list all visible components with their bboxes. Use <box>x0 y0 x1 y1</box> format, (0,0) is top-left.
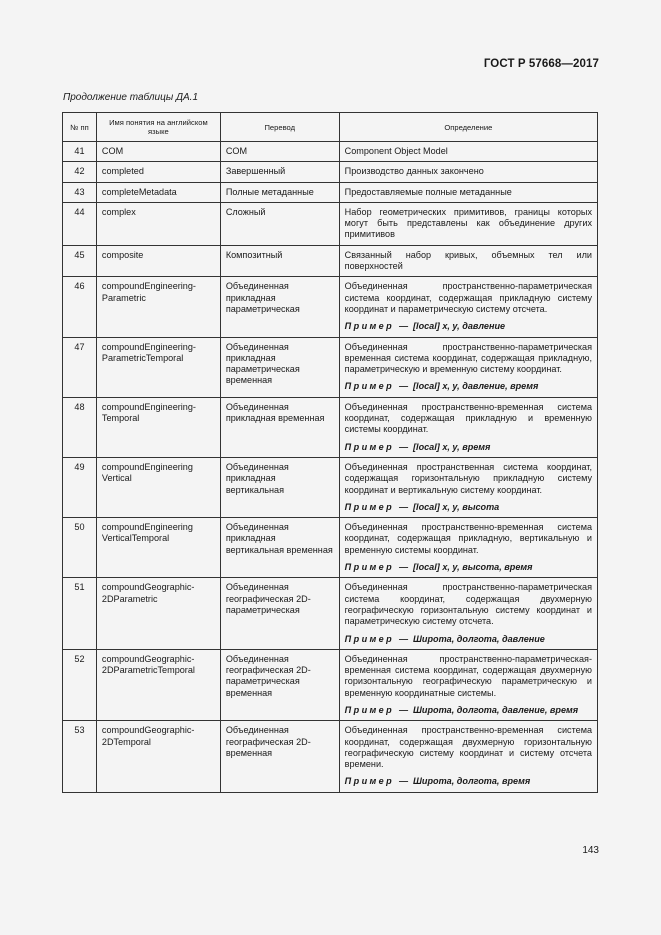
row-translation: Сложный <box>220 202 339 245</box>
row-number: 50 <box>63 518 97 578</box>
table-header-row <box>63 113 598 142</box>
row-translation: Объединенная прикладная вертикальная временная <box>220 518 339 578</box>
row-definition <box>339 245 597 277</box>
example-label: Пример — <box>344 501 411 512</box>
row-number: 48 <box>63 397 97 457</box>
row-term: compoundEngineering-Temporal <box>96 397 220 457</box>
row-translation: Композитный <box>220 245 339 277</box>
definition-text: Набор геометрических примитивов, границы которых могут быть представлены как объединение других примитивов <box>344 206 592 240</box>
row-definition <box>339 457 597 517</box>
header-num: № пп <box>63 113 97 142</box>
row-translation: Объединенная прикладная временная <box>220 397 339 457</box>
table-row <box>63 142 598 162</box>
example-note <box>345 776 592 787</box>
table-row <box>63 397 598 457</box>
example-note <box>345 321 592 332</box>
example-value: [local] x, y, давление <box>413 321 506 332</box>
example-label: Пример — <box>344 704 411 715</box>
row-definition <box>339 518 597 578</box>
row-term: compoundGeographic-2DTemporal <box>96 721 220 792</box>
row-translation: Объединенная прикладная параметрическая временная <box>220 337 339 397</box>
table-row <box>63 721 598 792</box>
table-row <box>63 578 598 649</box>
definition-text: Component Object Model <box>344 146 448 156</box>
row-term: compoundEngineering VerticalTemporal <box>96 518 220 578</box>
example-label: Пример — <box>344 776 411 787</box>
row-translation: Объединенная географическая 2D-временная <box>220 721 339 792</box>
row-number: 45 <box>63 245 97 277</box>
definition-text: Объединенная пространственно-временная система координат, содержащая двухмерную горизонтальную географическую систему координат и систему отсчета времени. <box>344 725 592 770</box>
definition-text: Связанный набор кривых, объемных тел или поверхностей <box>344 249 592 272</box>
row-term: compoundEngineering Vertical <box>96 457 220 517</box>
example-note <box>345 502 592 513</box>
row-definition <box>339 578 597 649</box>
row-definition <box>339 397 597 457</box>
table-row <box>63 162 598 182</box>
example-value: Широта, долгота, время <box>413 776 531 787</box>
example-note <box>345 705 592 716</box>
row-number: 53 <box>63 721 97 792</box>
example-note <box>345 381 592 392</box>
table-row <box>63 337 598 397</box>
table-row <box>63 649 598 720</box>
definition-text: Объединенная пространственно-параметрическая-временная система координат, содержащая двухмерную горизонтальную географическую параметрическую и временную координатные системы. <box>344 653 592 698</box>
row-definition <box>339 721 597 792</box>
row-number: 43 <box>63 182 97 202</box>
example-value: Широта, долгота, давление <box>413 633 545 644</box>
example-value: [local] x, y, давление, время <box>413 381 539 392</box>
example-value: Широта, долгота, давление, время <box>413 704 579 715</box>
row-number: 51 <box>63 578 97 649</box>
example-label: Пример — <box>344 321 411 332</box>
row-translation: Объединенная прикладная вертикальная <box>220 457 339 517</box>
row-translation: Завершенный <box>220 162 339 182</box>
terms-table <box>62 112 598 793</box>
table-row <box>63 245 598 277</box>
header-translation: Перевод <box>220 113 339 142</box>
row-number: 46 <box>63 277 97 337</box>
table-row <box>63 518 598 578</box>
row-definition <box>339 182 597 202</box>
example-value: [local] x, y, высота, время <box>413 562 533 573</box>
definition-text: Объединенная пространственно-параметрическая система координат, содержащая прикладную систему координат и параметрическую систему отсчета. <box>344 281 592 314</box>
row-term: compoundEngineering-ParametricTemporal <box>96 337 220 397</box>
standard-header: ГОСТ Р 57668—2017 <box>483 58 599 70</box>
row-term: compoundGeographic-2DParametric <box>96 578 220 649</box>
table-caption: Продолжение таблицы ДА.1 <box>63 92 199 103</box>
row-number: 49 <box>63 457 97 517</box>
definition-text: Объединенная пространственно-временная система координат, содержащая прикладную, вертикальную и временную системы координат. <box>344 522 592 555</box>
definition-text: Объединенная пространственно-параметрическая временная система координат, содержащая прикладную, параметрическую и временную систему координат. <box>344 341 592 375</box>
row-definition <box>339 162 597 182</box>
example-label: Пример — <box>344 633 411 644</box>
example-label: Пример — <box>344 441 411 452</box>
example-note <box>345 562 592 573</box>
row-term: compoundEngineering-Parametric <box>96 277 220 337</box>
header-term: Имя понятия на английском языке <box>96 113 220 142</box>
row-number: 44 <box>63 202 97 245</box>
row-number: 52 <box>63 649 97 720</box>
table-row <box>63 202 598 245</box>
row-definition <box>339 142 597 162</box>
row-term: composite <box>96 245 220 277</box>
header-definition: Определение <box>339 113 597 142</box>
example-label: Пример — <box>344 562 411 573</box>
example-note <box>345 634 592 645</box>
row-translation: Объединенная прикладная параметрическая <box>220 277 339 337</box>
example-value: [local] x, y, время <box>413 441 491 452</box>
example-label: Пример — <box>344 381 411 392</box>
row-definition <box>339 649 597 720</box>
table-row <box>63 182 598 202</box>
definition-text: Объединенная пространственная система координат, содержащая горизонтальную прикладную систему координат и вертикальную систему координат. <box>344 461 592 495</box>
table-row <box>63 457 598 517</box>
row-translation: Объединенная географическая 2D-параметрическая <box>220 578 339 649</box>
row-number: 42 <box>63 162 97 182</box>
row-term: complex <box>96 202 220 245</box>
row-definition <box>339 337 597 397</box>
row-translation: Объединенная географическая 2D-параметрическая временная <box>220 649 339 720</box>
page-number: 143 <box>582 845 599 856</box>
row-translation: COM <box>220 142 339 162</box>
row-term: completed <box>96 162 220 182</box>
row-term: COM <box>96 142 220 162</box>
row-number: 41 <box>63 142 97 162</box>
row-term: compoundGeographic-2DParametricTemporal <box>96 649 220 720</box>
example-value: [local] x, y, высота <box>413 501 500 512</box>
row-term: completeMetadata <box>96 182 220 202</box>
table-row <box>63 277 598 337</box>
row-definition <box>339 202 597 245</box>
definition-text: Объединенная пространственно-временная система координат, содержащая прикладную и временную системы координат. <box>344 401 592 435</box>
definition-text: Производство данных закончено <box>344 166 484 177</box>
example-note <box>345 442 592 453</box>
row-definition <box>339 277 597 337</box>
definition-text: Объединенная пространственно-параметрическая система координат, содержащая двухмерную географическую горизонтальную систему координат и параметрическую систему отсчета. <box>344 582 592 627</box>
row-translation: Полные метаданные <box>220 182 339 202</box>
definition-text: Предоставляемые полные метаданные <box>344 186 512 197</box>
row-number: 47 <box>63 337 97 397</box>
